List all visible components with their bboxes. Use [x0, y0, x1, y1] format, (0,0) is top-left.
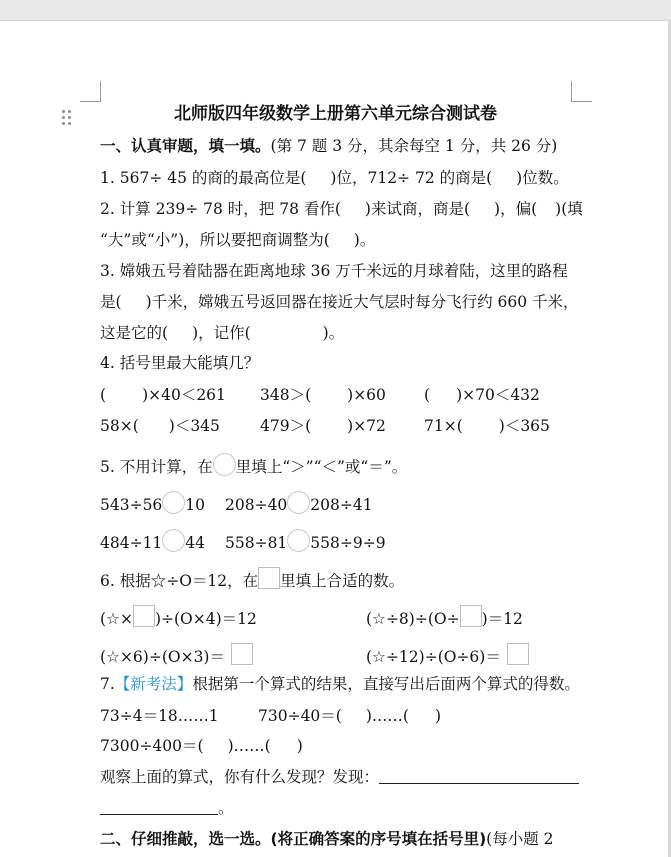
- question-2-line-2: “大”或“小”)，所以要把商调整为( )。: [100, 231, 376, 249]
- q4-item: ( )×70＜432: [424, 386, 540, 404]
- question-2: 2. 计算 239÷ 78 时，把 78 看作( )来试商，商是( )，偏( )(填: [100, 200, 583, 218]
- margin-corner-left: [80, 81, 101, 102]
- q4-item: 58×( )＜345: [100, 417, 220, 435]
- margin-corner-right: [571, 81, 592, 102]
- question-3: 3. 嫦娥五号着陆器在距离地球 36 万千米远的月球着陆，这里的路程: [100, 262, 568, 280]
- q7-observe: 观察上面的算式，你有什么发现？发现：: [100, 767, 579, 787]
- q6-item: (☆÷12)÷(O÷6)＝: [366, 643, 529, 667]
- question-5: 5. 不用计算，在 里填上“＞”“＜”或“＝”。: [100, 453, 407, 477]
- q7-observe-line-2: 。: [100, 798, 234, 818]
- answer-box[interactable]: [258, 567, 280, 589]
- answer-box[interactable]: [231, 643, 253, 665]
- q6-item: (☆÷8)÷(O÷ )＝12: [366, 605, 523, 629]
- answer-circle[interactable]: [287, 529, 310, 552]
- q4-item: ( )×40＜261: [100, 386, 226, 404]
- answer-circle[interactable]: [162, 491, 185, 514]
- q7-item: 73÷4＝18……1: [100, 707, 219, 725]
- section-2-heading: 二、仔细推敲，选一选。(将正确答案的序号填在括号里)(每小题 2: [100, 830, 554, 848]
- answer-line[interactable]: [100, 798, 218, 815]
- answer-line[interactable]: [379, 767, 579, 784]
- q4-item: 479＞( )×72: [260, 417, 386, 435]
- q7-item: 7300÷400＝( )……( ): [100, 737, 303, 755]
- new-method-tag: 【新考法】: [114, 675, 193, 693]
- q6-item: (☆× )÷(O×4)＝12: [100, 605, 257, 629]
- q6-item: (☆×6)÷(O×3)＝: [100, 643, 253, 667]
- answer-circle[interactable]: [287, 491, 310, 514]
- section-1-heading: 一、认真审题，填一填。(第 7 题 3 分，其余每空 1 分，共 26 分): [100, 137, 558, 155]
- q5-item: 558÷81 558÷9÷9: [225, 529, 386, 553]
- q5-item: 484÷11 44: [100, 529, 205, 553]
- answer-box[interactable]: [460, 605, 482, 627]
- answer-circle[interactable]: [213, 453, 236, 476]
- question-1: 1. 567÷ 45 的商的最高位是( )位，712÷ 72 的商是( )位数。: [100, 169, 569, 187]
- q4-item: 71×( )＜365: [424, 417, 550, 435]
- q5-item: 543÷56 10: [100, 491, 205, 515]
- q4-item: 348＞( )×60: [260, 386, 386, 404]
- answer-circle[interactable]: [162, 529, 185, 552]
- question-3-line-3: 这是它的( )，记作( )。: [100, 324, 345, 342]
- answer-box[interactable]: [133, 605, 155, 627]
- q7-item: 730÷40＝( )……( ): [258, 707, 442, 725]
- answer-box[interactable]: [507, 643, 529, 665]
- question-4: 4. 括号里最大能填几？: [100, 354, 260, 372]
- page-title: 北师版四年级数学上册第六单元综合测试卷: [174, 104, 497, 124]
- question-3-line-2: 是( )千米，嫦娥五号返回器在接近大气层时每分飞行约 660 千米，: [100, 293, 579, 311]
- question-6: 6. 根据☆÷O＝12，在 里填上合适的数。: [100, 567, 404, 591]
- question-7: 7.【新考法】根据第一个算式的结果，直接写出后面两个算式的得数。: [100, 675, 580, 693]
- q5-item: 208÷40 208÷41: [225, 491, 373, 515]
- window-toolbar: [0, 0, 671, 21]
